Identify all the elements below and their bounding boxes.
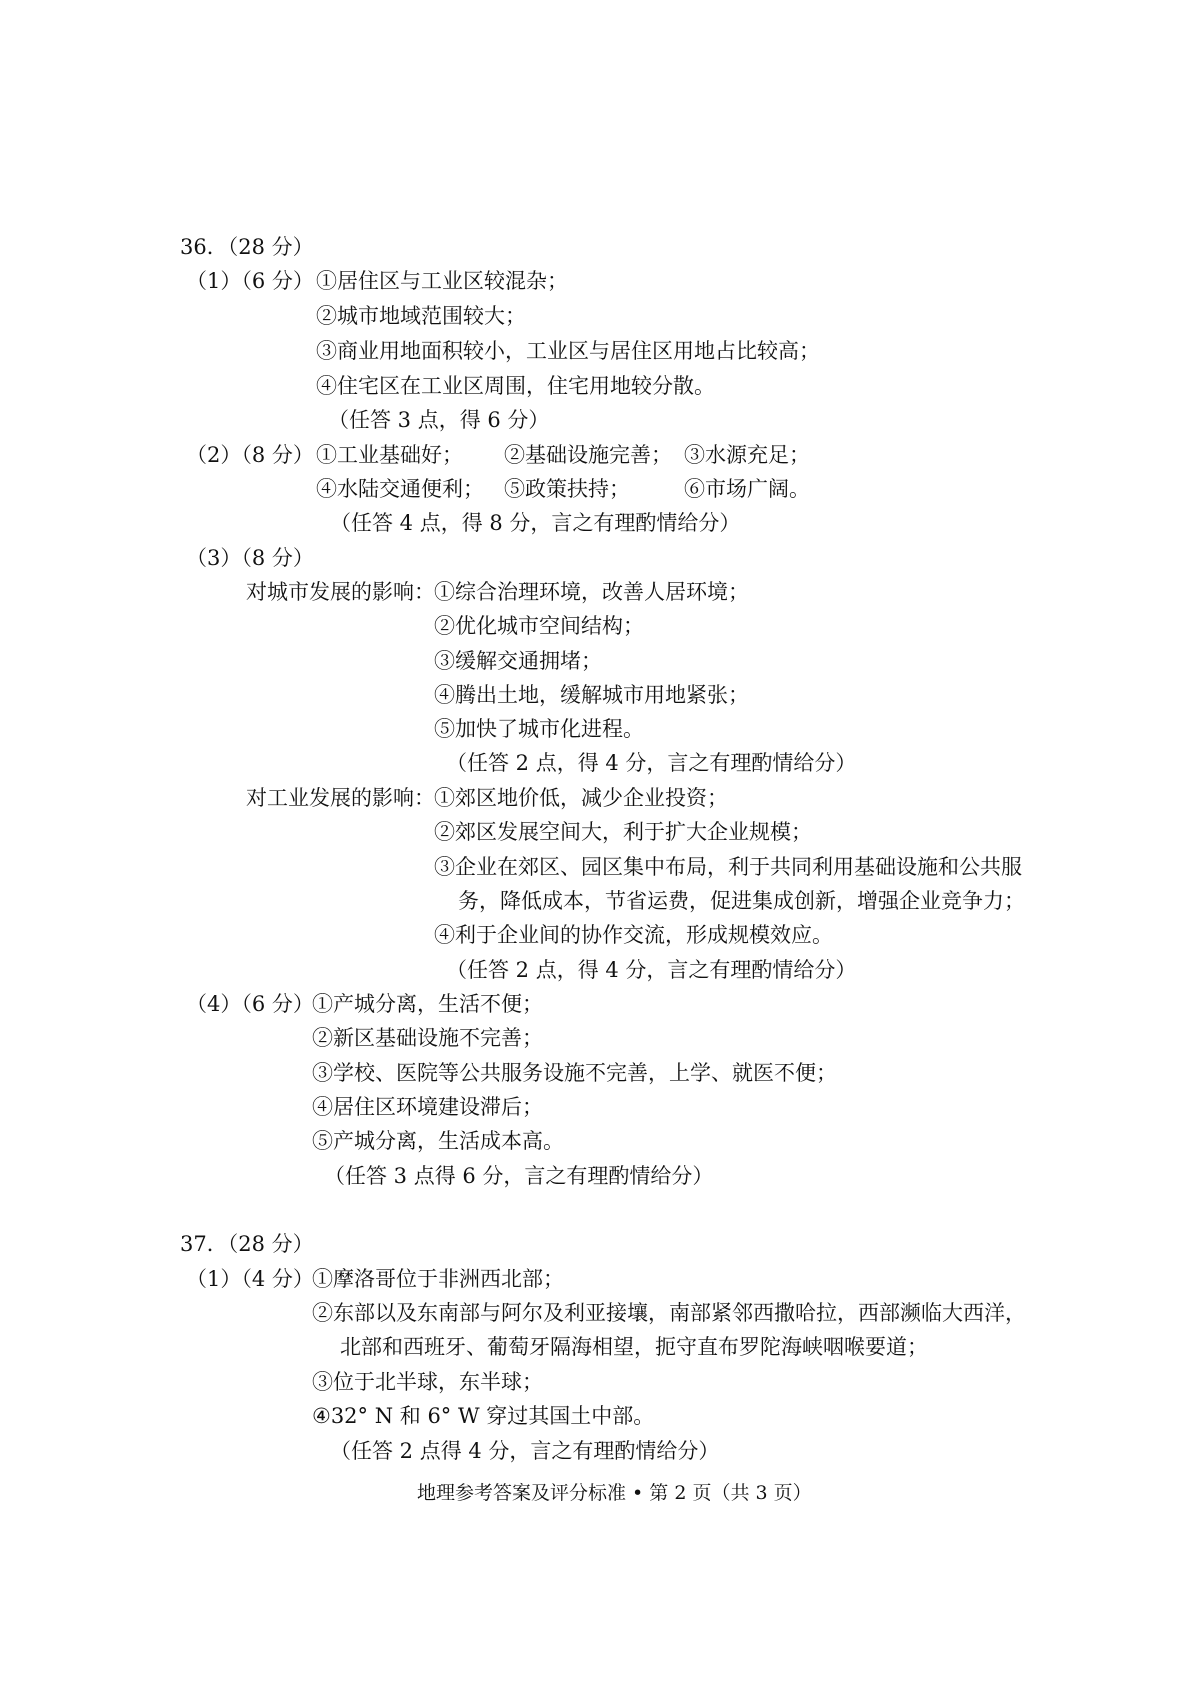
q36-p3-industry-item: ③企业在郊区、园区集中布局，利于共同利用基础设施和公共服 (434, 855, 1022, 879)
q36-p2-item: ④水陆交通便利； (316, 477, 484, 501)
q36-p3-industry-item: ④利于企业间的协作交流，形成规模效应。 (434, 923, 833, 947)
q37-p1-item: ②东部以及东南部与阿尔及利亚接壤，南部紧邻西撒哈拉，西部濒临大西洋， (312, 1301, 1026, 1325)
q36-p1-item: ②城市地域范围较大； (316, 304, 526, 328)
q36-p1-item: ③商业用地面积较小，工业区与居住区用地占比较高； (316, 339, 820, 363)
q36-p3-city-item: ②优化城市空间结构； (434, 614, 644, 638)
q37-p1-item: ④32° N 和 6° W 穿过其国土中部。 (312, 1404, 655, 1428)
page-footer: 地理参考答案及评分标准 • 第 2 页（共 3 页） (417, 1482, 812, 1504)
q36-p3-industry-item: ①郊区地价低，减少企业投资； (434, 786, 728, 810)
q36-p3-industry-item-cont: 务，降低成本，节省运费，促进集成创新，增强企业竞争力； (458, 889, 1025, 913)
q36-p2-item: ⑤政策扶持； (504, 477, 630, 501)
q36-p4-item: ①产城分离，生活不便； (312, 992, 543, 1016)
q37-p1-item: ③位于北半球，东半球； (312, 1370, 543, 1394)
q36-p3-industry-item: ②郊区发展空间大，利于扩大企业规模； (434, 820, 812, 844)
q37-p1-item: ①摩洛哥位于非洲西北部； (312, 1267, 564, 1291)
q37-p1-note: （任答 2 点得 4 分，言之有理酌情给分） (330, 1439, 720, 1463)
q36-p1-label: （1）（6 分） (186, 269, 314, 293)
q36-p3-city-title: 对城市发展的影响： (246, 580, 435, 604)
q37-p1-item-cont: 北部和西班牙、葡萄牙隔海相望，扼守直布罗陀海峡咽喉要道； (340, 1335, 928, 1359)
q37-heading: 37．（28 分） (180, 1232, 314, 1256)
q36-p4-item: ③学校、医院等公共服务设施不完善，上学、就医不便； (312, 1061, 837, 1085)
q36-p2-item: ②基础设施完善； (504, 443, 672, 467)
q36-p2-item: ⑥市场广阔。 (684, 477, 810, 501)
q36-p2-note: （任答 4 点，得 8 分，言之有理酌情给分） (330, 511, 741, 535)
q37-p1-label: （1）（4 分） (186, 1267, 314, 1291)
q36-p3-city-item: ③缓解交通拥堵； (434, 649, 602, 673)
q36-p1-item: ④住宅区在工业区周围，住宅用地较分散。 (316, 374, 715, 398)
q36-p4-label: （4）（6 分） (186, 992, 314, 1016)
q36-p4-item: ②新区基础设施不完善； (312, 1026, 543, 1050)
q36-p2-label: （2）（8 分） (186, 443, 314, 467)
q36-p3-city-note: （任答 2 点，得 4 分，言之有理酌情给分） (446, 751, 857, 775)
q36-p3-city-item: ①综合治理环境，改善人居环境； (434, 580, 749, 604)
q36-p2-item: ①工业基础好； (316, 443, 463, 467)
q36-p3-label: （3）（8 分） (186, 546, 314, 570)
q36-p4-item: ④居住区环境建设滞后； (312, 1095, 543, 1119)
q36-p3-industry-note: （任答 2 点，得 4 分，言之有理酌情给分） (446, 958, 857, 982)
q36-p4-note: （任答 3 点得 6 分，言之有理酌情给分） (324, 1164, 714, 1188)
q36-p3-city-item: ⑤加快了城市化进程。 (434, 717, 644, 741)
q36-p1-item: ①居住区与工业区较混杂； (316, 269, 568, 293)
q36-p1-note: （任答 3 点，得 6 分） (328, 408, 550, 432)
q36-p3-city-item: ④腾出土地，缓解城市用地紧张； (434, 683, 749, 707)
q36-p3-industry-title: 对工业发展的影响： (246, 786, 435, 810)
q36-p2-item: ③水源充足； (684, 443, 810, 467)
q36-p4-item: ⑤产城分离，生活成本高。 (312, 1129, 564, 1153)
q36-heading: 36．（28 分） (180, 235, 314, 259)
